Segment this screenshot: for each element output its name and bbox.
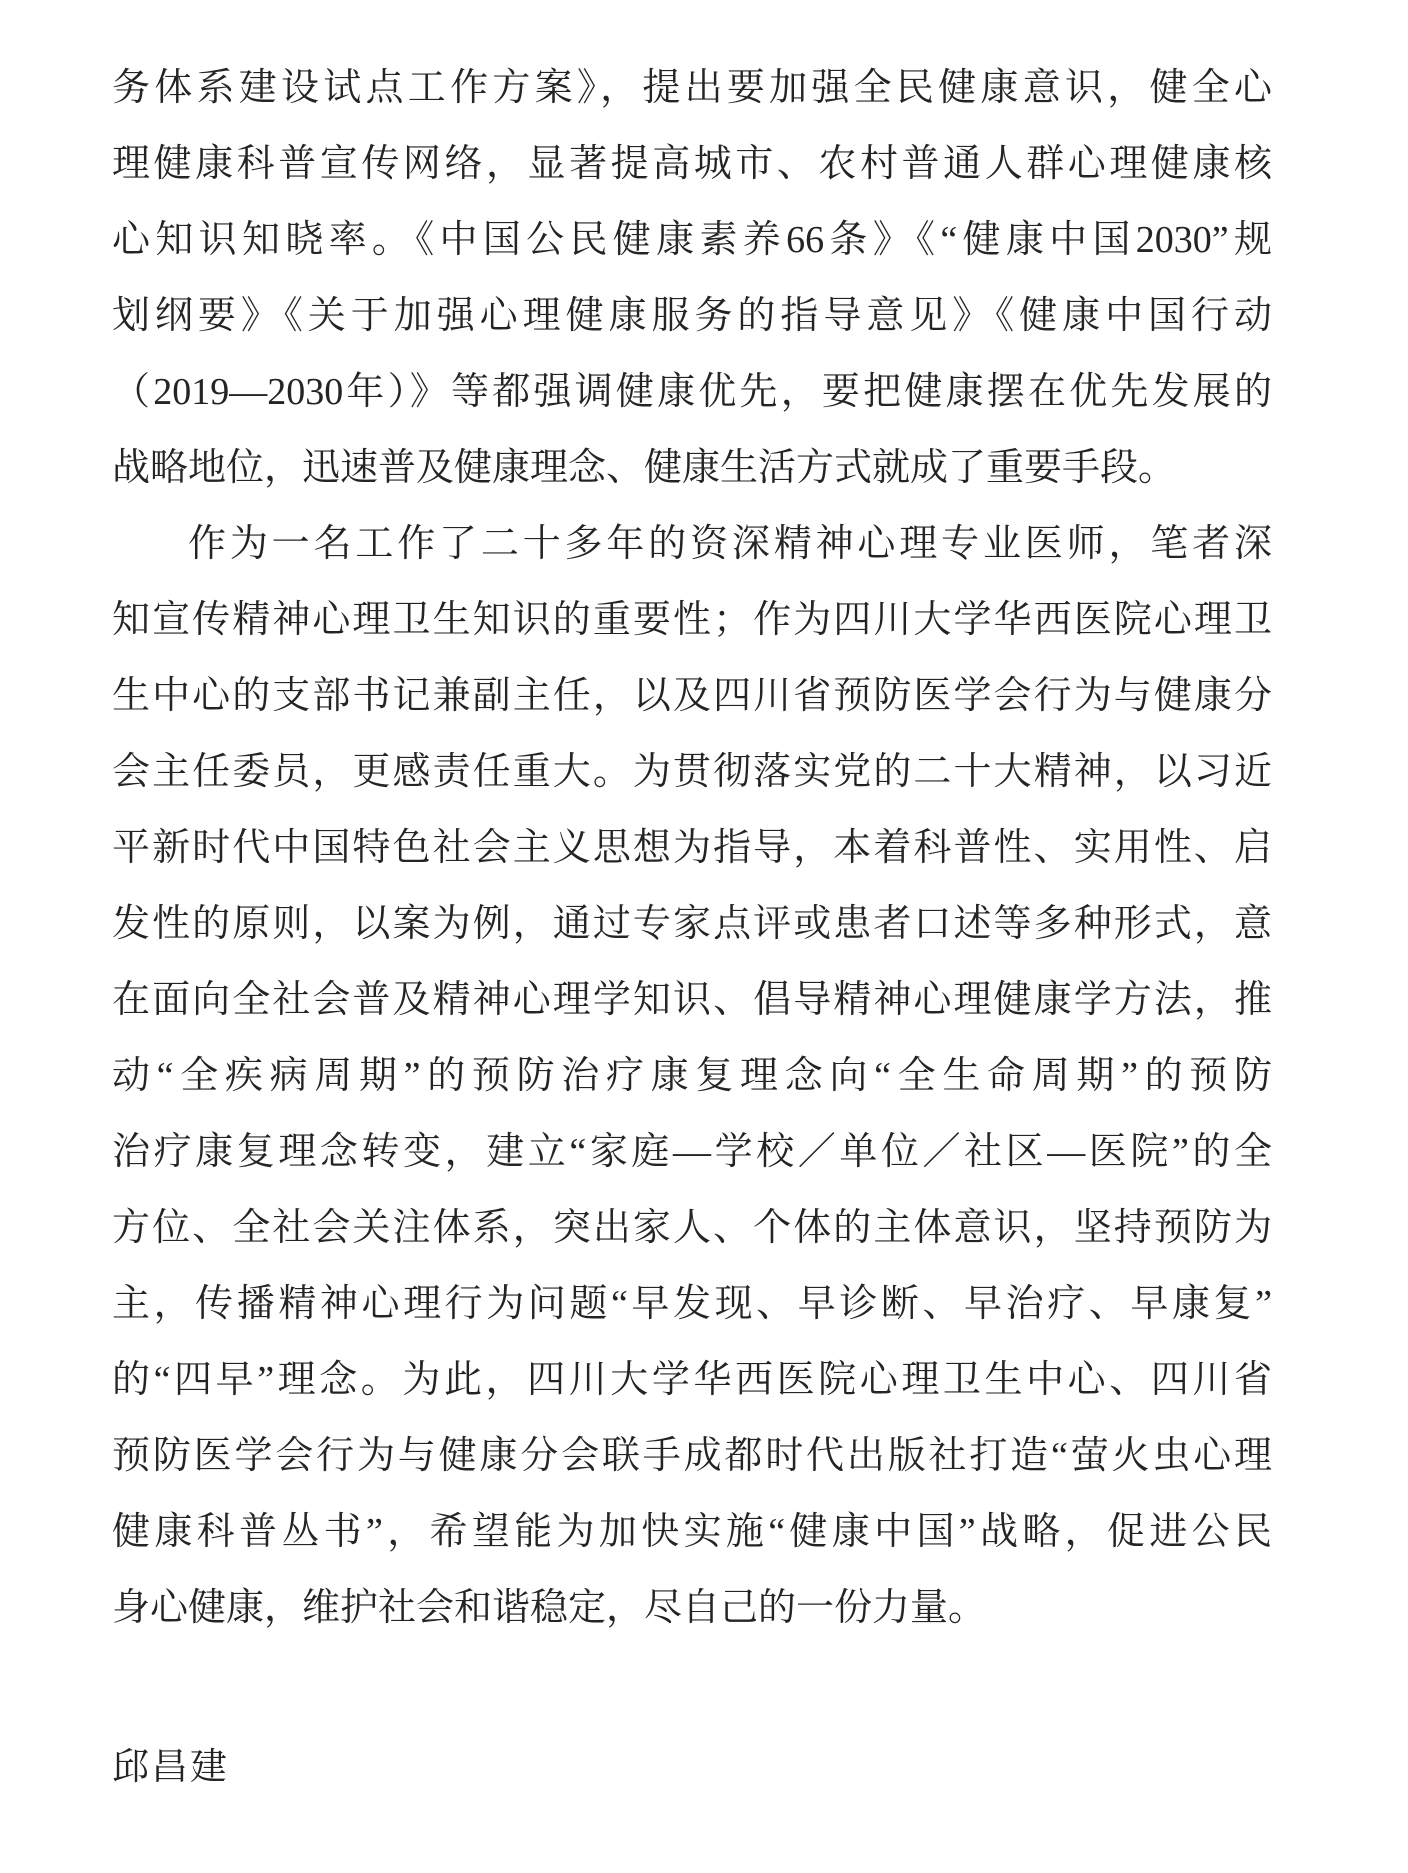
- text-line: 心知识知晓率。《中国公民健康素养66条》《“健康中国2030”规: [112, 219, 1272, 261]
- text-line: 身心健康，维护社会和谐稳定，尽自己的一份力量。: [112, 1587, 987, 1629]
- text-line: 平新时代中国特色社会主义思想为指导，本着科普性、实用性、启: [112, 827, 1272, 869]
- text-line: 在面向全社会普及精神心理学知识、倡导精神心理健康学方法，推: [112, 979, 1272, 1021]
- text-line: 生中心的支部书记兼副主任，以及四川省预防医学会行为与健康分: [112, 675, 1272, 717]
- text-line: 的“四早”理念。为此，四川大学华西医院心理卫生中心、四川省: [112, 1359, 1272, 1401]
- text-line: 战略地位，迅速普及健康理念、健康生活方式就成了重要手段。: [112, 447, 1177, 489]
- text-line: 预防医学会行为与健康分会联手成都时代出版社打造“萤火虫心理: [112, 1435, 1272, 1477]
- text-line: 治疗康复理念转变，建立“家庭—学校／单位／社区—医院”的全: [112, 1131, 1272, 1173]
- text-line: 知宣传精神心理卫生知识的重要性；作为四川大学华西医院心理卫: [112, 599, 1272, 641]
- text-block: [112, 50, 1272, 1806]
- text-line: 会主任委员，更感责任重大。为贯彻落实党的二十大精神，以习近: [112, 751, 1272, 793]
- text-line: 作为一名工作了二十多年的资深精神心理专业医师，笔者深: [188, 523, 1272, 565]
- text-line: 务体系建设试点工作方案》，提出要加强全民健康意识，健全心: [112, 67, 1272, 109]
- text-line: 划纲要》《关于加强心理健康服务的指导意见》《健康中国行动: [112, 295, 1272, 337]
- text-line: 发性的原则，以案为例，通过专家点评或患者口述等多种形式，意: [112, 903, 1272, 945]
- author-signature: 邱昌建: [112, 1747, 229, 1788]
- text-line: 健康科普丛书”，希望能为加快实施“健康中国”战略，促进公民: [112, 1511, 1272, 1553]
- text-line: 主，传播精神心理行为问题“早发现、早诊断、早治疗、早康复”: [112, 1283, 1272, 1325]
- text-line: 理健康科普宣传网络，显著提高城市、农村普通人群心理健康核: [112, 143, 1272, 185]
- text-line: 方位、全社会关注体系，突出家人、个体的主体意识，坚持预防为: [112, 1207, 1272, 1249]
- text-line: （2019—2030年）》等都强调健康优先，要把健康摆在优先发展的: [112, 371, 1272, 413]
- text-line: 动“全疾病周期”的预防治疗康复理念向“全生命周期”的预防: [112, 1055, 1272, 1097]
